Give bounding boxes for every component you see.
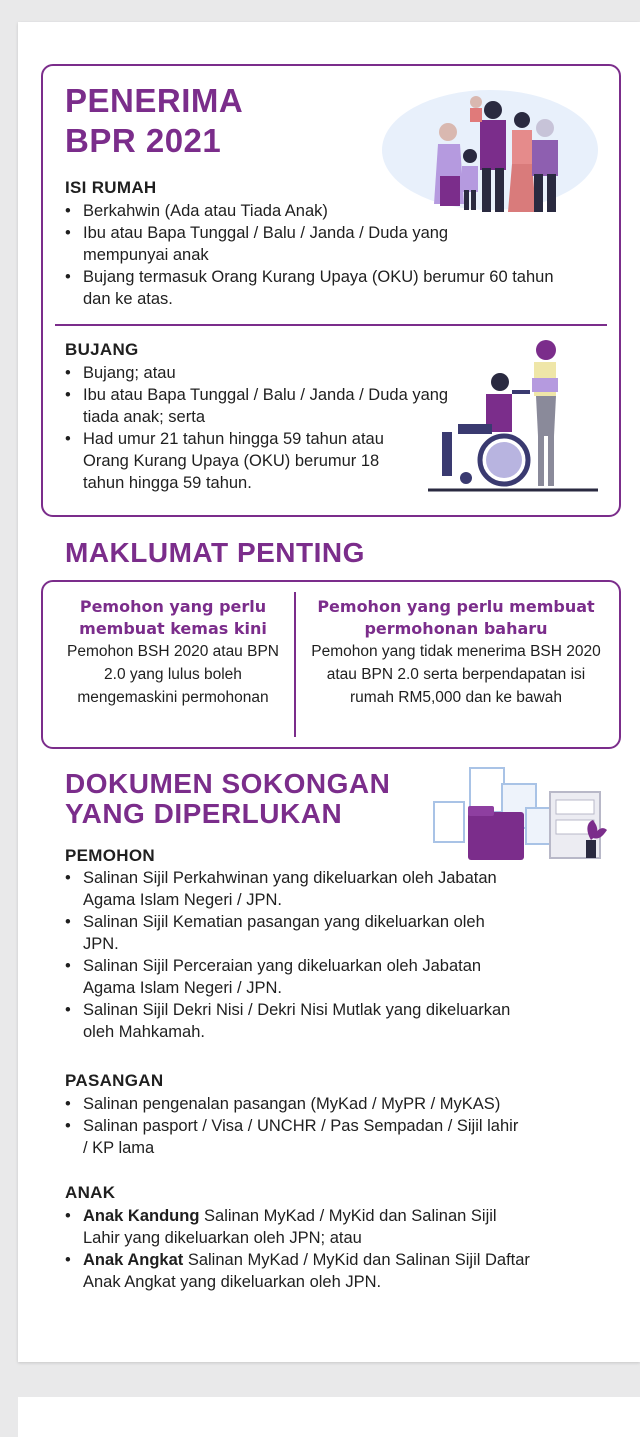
maklumat-title: MAKLUMAT PENTING (65, 537, 365, 568)
list-item: • Salinan Sijil Perkahwinan yang dikeluarkan oleh Jabatan Agama Islam Negeri / JPN. (65, 867, 525, 911)
documents-illustration-icon (430, 764, 620, 864)
right-column-title: Pemohon yang perlu membuat permohonan baharu (317, 597, 595, 638)
list-item: • Had umur 21 tahun hingga 59 tahun atau Orang Kurang Upaya (OKU) berumur 18 tahun hingga 59 tahun. (65, 428, 403, 494)
list-item (65, 1249, 535, 1293)
pasangan-heading: PASANGAN (65, 1071, 164, 1090)
pemohon-heading: PEMOHON (65, 846, 155, 865)
next-page (18, 1397, 640, 1437)
left-column-title: Pemohon yang perlu membuat kemas kini (79, 597, 267, 638)
bujang-heading: BUJANG (65, 340, 139, 359)
penerima-title-line1: PENERIMA (65, 82, 244, 119)
section-divider (55, 324, 607, 326)
penerima-title-line2: BPR 2021 (65, 122, 222, 159)
pasangan-list (65, 1093, 585, 1159)
list-item: • Salinan pasport / Visa / UNCHR / Pas Sempadan / Sijil lahir / KP lama (65, 1115, 523, 1159)
anak-heading: ANAK (65, 1183, 116, 1202)
isi-rumah-list (65, 200, 555, 310)
anak-kandung-text: Salinan MyKad / MyKid dan Salinan Sijil Lahir yang dikeluarkan oleh JPN; atau (83, 1207, 497, 1247)
list-item: • Salinan Sijil Kematian pasangan yang dikeluarkan oleh JPN. (65, 911, 525, 955)
list-item: • Ibu atau Bapa Tunggal / Balu / Janda / Duda yang mempunyai anak (65, 222, 463, 266)
isi-rumah-heading: ISI RUMAH (65, 178, 157, 197)
anak-kandung-label: Anak Kandung (83, 1207, 200, 1225)
right-column-text: Pemohon yang tidak menerima BSH 2020 atau BPN 2.0 serta berpendapatan isi rumah RM5,000 dan ke bawah (311, 643, 601, 706)
dokumen-title-line1: DOKUMEN SOKONGAN (65, 768, 391, 799)
family-illustration-icon (380, 80, 600, 220)
anak-angkat-label: Anak Angkat (83, 1251, 184, 1269)
list-item: • Salinan Sijil Perceraian yang dikeluarkan oleh Jabatan Agama Islam Negeri / JPN. (65, 955, 525, 999)
list-item (65, 1205, 535, 1249)
list-item: • Salinan pengenalan pasangan (MyKad / MyPR / MyKAS) (65, 1093, 585, 1115)
column-divider (294, 592, 296, 737)
pemohon-list (65, 867, 525, 1043)
bujang-list (65, 362, 465, 494)
list-item: • Bujang termasuk Orang Kurang Upaya (OKU) berumur 60 tahun dan ke atas. (65, 266, 555, 310)
dokumen-title-line2: YANG DIPERLUKAN (65, 798, 343, 829)
anak-angkat-text: Salinan MyKad / MyKid dan Salinan Sijil Daftar Anak Angkat yang dikeluarkan oleh JPN. (83, 1251, 530, 1291)
list-item: • Salinan Sijil Dekri Nisi / Dekri Nisi Mutlak yang dikeluarkan oleh Mahkamah. (65, 999, 525, 1043)
anak-list (65, 1205, 535, 1293)
left-column-text: Pemohon BSH 2020 atau BPN 2.0 yang lulus boleh mengemaskini permohonan (67, 643, 279, 706)
list-item: • Bujang; atau (65, 362, 465, 384)
wheelchair-illustration-icon (428, 338, 598, 498)
list-item: • Berkahwin (Ada atau Tiada Anak) (65, 200, 555, 222)
list-item: • Ibu atau Bapa Tunggal / Balu / Janda / Duda yang tiada anak; serta (65, 384, 465, 428)
